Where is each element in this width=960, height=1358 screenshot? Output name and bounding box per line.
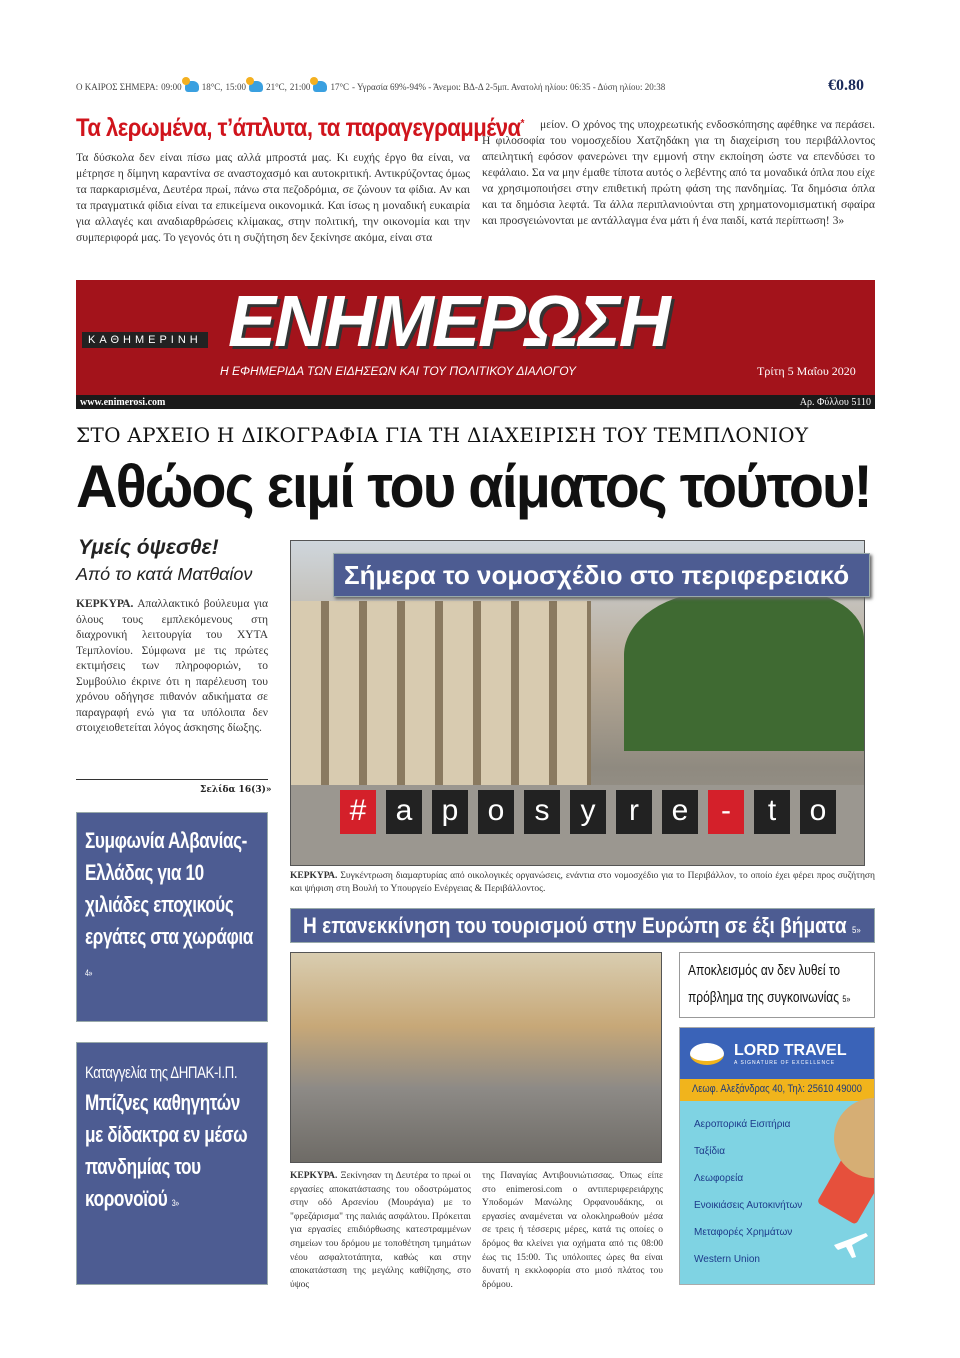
- price: €0.80: [828, 77, 864, 94]
- caption-lead: ΚΕΡΚΥΡΑ.: [290, 871, 338, 881]
- weather-bar: [76, 81, 665, 92]
- editorial-title-text: Τα λερωμένα, τ’άπλυτα, τα παραγεγραμμένα: [76, 114, 521, 142]
- box-title: Συμφωνία Αλβανίας-Ελλάδας για 10 χιλιάδες εποχικούς εργάτες στα χωράφια: [85, 828, 253, 949]
- roadworks-photo: [290, 952, 662, 1163]
- transport-title: Αποκλεισμός αν δεν λυθεί το πρόβλημα της συγκοινωνίας: [688, 962, 841, 1006]
- weather-label: Ο ΚΑΙΡΟΣ ΣΗΜΕΡΑ:: [76, 81, 159, 92]
- lead-headline[interactable]: Αθώος ειμί του αίματος τούτου!: [76, 453, 871, 520]
- protest-sign: r: [616, 790, 652, 834]
- ad-service-item: Ταξίδια: [694, 1146, 726, 1157]
- protest-signs: [340, 790, 836, 834]
- moon-cloud-icon: [313, 81, 327, 92]
- roadworks-text: Ξεκίνησαν τη Δευτέρα το πρωί οι εργασίες αποκατάστασης του οδοστρώματος στην οδό Αρσενίου (Μουράγια) με το "φρεζάρισμα" της παλιάς ασφάλτου. Πρόκειται για εργασίες επιδιόρθωσης κατεστραμμένων σημείων του δρόμου με τοποθέτηση τμημάτων νέου ασφαλτοτάπητα, καθώς και στην αποκατάσταση της μεγάλης καθίζησης, στο ύψος: [290, 1171, 471, 1290]
- ad-slogan: A SIGNATURE OF EXCELLENCE: [734, 1059, 836, 1066]
- issue-number: Αρ. Φύλλου 5110: [799, 396, 871, 408]
- issue-date: Τρίτη 5 Μαΐου 2020: [757, 364, 856, 378]
- page-ref: 3»: [171, 1198, 179, 1208]
- photo-banner[interactable]: [333, 553, 870, 597]
- page-ref: 5»: [842, 994, 851, 1004]
- protest-sign: o: [800, 790, 836, 834]
- page-ref: 4»: [85, 968, 93, 978]
- ad-address: [680, 1079, 874, 1101]
- ad-service-item: Αεροπορικά Εισιτήρια: [694, 1119, 791, 1130]
- partly-sunny-icon: [185, 81, 199, 92]
- lead-kicker: ΣΤΟ ΑΡΧΕΙΟ Η ΔΙΚΟΓΡΑΦΙΑ ΓΙΑ ΤΗ ΔΙΑΧΕΙΡΙΣΗ ΤΟΥ ΤΕΜΠΛΟΝΙΟΥ: [76, 423, 809, 447]
- side-subtitle: Από το κατά Ματθαίον: [76, 564, 253, 584]
- roadworks-col2: της Παναγίας Αντιβουνιώτισσας. Όπως είπε στο enimerosi.com ο αντιπεριφερειάρχης Υποδομών Μανώλης Ορφανουδάκης, οι εργασίες αναμένεται να ολοκληρωθούν μέσα σε τρεις ή τέσσερις μέρες, κατά τις οποίες ο δρόμος θα κλείνει για οχήματα από τις 08:00 έως τις 15:00. Τις υπόλοιπες ώρες θα είναι δυνατή η εκκλοφορία στο μισό πλάτος του δρόμου.: [482, 1171, 663, 1290]
- editorial-body-right: μείον. Ο χρόνος της υποχρεωτικής ενδοσκόπησης αφέθηκε να περάσει. Η φιλοσοφία του νομοσχεδίου Χατζηδάκη για τη διαχείριση του περιβάλλοντος απειλητική εφόσον φανερώνει την εμμονή στην εκποίηση ώστε να επενδύσει το κεφάλαιο. Σα να μην έμαθε τίποτα αυτός ο λεβέντης από τα μοναδικά όπλα που είχε να χρησιμοποιήσει στην επιθετική πρώτη φάση της πανδημίας. Τα δημόσια όπλα και τα δημόσια λεφτά. Τα άλλα περιπλανιούνται στη χρηματονομισματική σφαίρα και προσγειώνονται με αντάλλαγμα ένα μάτι ή ένα παιδί, κατά περίπτωση! 3»: [482, 118, 875, 227]
- weather-time: 21:00: [289, 81, 311, 92]
- roadworks-lead: ΚΕΡΚΥΡΑ.: [290, 1171, 338, 1181]
- editorial-body-left: Τα δύσκολα δεν είναι πίσω μας αλλά μπροστά μας. Κι ευχής έργο θα είναι, να μέτρησε η δίμηνη καραντίνα σε αναστοχασμό και αυτοκριτική. Αντικρύζοντας όμως τα παρκαρισμένα, Δευτέρα πρωί, πάνω στα πεζοδρόμια, σε ζώνουν τα φίδια. Αν και τα πραγματικά φίδια είναι τα επικείμενα οικονομικά. Και ίσως η μοναδική ευκαιρία για αλλαγές και αναδιαρθρώσεις κλίμακας, στην πολιτική, την οικονομία και την συμπεριφορά μας. Το γεγονός ότι η συζήτηση δεν ξεκίνησε ακόμα, είναι στα: [76, 151, 470, 244]
- protest-sign: y: [570, 790, 606, 834]
- transport-story-box[interactable]: [679, 952, 875, 1018]
- masthead-daily: ΚΑΘΗΜΕΡΙΝΗ: [82, 332, 208, 348]
- protest-sign: s: [524, 790, 560, 834]
- ad-service-item: Ενοικιάσεις Αυτοκινήτων: [694, 1200, 803, 1211]
- ad-header: [680, 1028, 874, 1079]
- website-link[interactable]: www.enimerosi.com: [80, 396, 166, 408]
- weather-time: 09:00: [161, 81, 182, 92]
- lord-travel-ad[interactable]: [679, 1027, 875, 1285]
- photo-caption: [290, 870, 875, 896]
- masthead-bar: [76, 395, 875, 409]
- weather-details: - Υγρασία 69%-94% - Άνεμοι: ΒΔ-Δ 2-5μπ. Ανατολή ηλίου: 06:35 - Δύση ηλίου: 20:38: [352, 81, 666, 92]
- weather-temp: 18°C,: [201, 81, 223, 92]
- ad-service-item: Λεωφορεία: [694, 1173, 744, 1184]
- side-body-lead: ΚΕΡΚΥΡΑ.: [76, 598, 134, 610]
- protest-sign: #: [340, 790, 376, 834]
- side-title: Υμείς όψεσθε!: [78, 536, 219, 559]
- ad-brand: LORD TRAVEL: [734, 1041, 847, 1059]
- box-title: Μπίζνες καθηγητών με δίδακτρα εν μέσω πανδημίας του κορονοϊού: [85, 1090, 248, 1211]
- story-box-tutors[interactable]: [76, 1042, 268, 1285]
- globe-logo-icon: [690, 1043, 724, 1065]
- editorial-title: [76, 114, 524, 143]
- side-body-text: Απαλλακτικό βούλευμα για όλους τους εμπλεκόμενους στη διαχρονική λειτουργία του ΧΥΤΑ Τεμπλονίου. Σύμφωνα με τις πρώτες εκτιμήσεις των πληροφοριών, το Συμβούλιο έκρινε ότι η παρέλευση του χρόνου οδήγησε πιθανόν αδικήματα σε παραγραφή ενώ για τα υπόλοιπα δεν στοιχειοθετείται λόγος άσκησης δίωξης.: [76, 598, 268, 734]
- box-kicker: Καταγγελία της ΔΗΠΑΚ-Ι.Π.: [85, 1063, 238, 1082]
- roadworks-col1: [290, 1170, 471, 1292]
- tourism-title: Η επανεκκίνηση του τουρισμού στην Ευρώπη σε έξι βήματα: [303, 913, 847, 938]
- side-page-ref[interactable]: Σελίδα 16(3)»: [200, 785, 272, 795]
- masthead-tagline: Η ΕΦΗΜΕΡΙΔΑ ΤΩΝ ΕΙΔΗΣΕΩΝ ΚΑΙ ΤΟΥ ΠΟΛΙΤΙΚΟΥ ΔΙΑΛΟΓΟΥ: [220, 364, 576, 378]
- protest-sign: -: [708, 790, 744, 834]
- partly-sunny-icon: [249, 81, 263, 92]
- protest-sign: e: [662, 790, 698, 834]
- protest-sign: o: [478, 790, 514, 834]
- protest-sign: p: [432, 790, 468, 834]
- newspaper-logo[interactable]: ΕΝΗΜΕΡΩΣΗ: [228, 282, 669, 362]
- caption-text: Συγκέντρωση διαμαρτυρίας από οικολογικές οργανώσεις, ενάντια στο νομοσχέδιο για το Περιβάλλον, το οποίο έχει φέρει προς συζήτηση και ψήφιση στη Βουλή το Υπουργείο Ενέργειας & Περιβάλλοντος.: [290, 871, 875, 894]
- editorial-mark: *: [520, 117, 524, 130]
- side-body: [76, 597, 268, 737]
- ad-service-item: Μεταφορές Χρημάτων: [694, 1227, 793, 1238]
- weather-time: 15:00: [225, 81, 247, 92]
- tourism-banner[interactable]: [290, 908, 875, 943]
- story-box-agreement[interactable]: [76, 812, 268, 1022]
- weather-temp: 17°C: [330, 81, 350, 92]
- divider: [76, 779, 268, 780]
- ad-service-item: Western Union: [694, 1254, 760, 1265]
- ad-address-text: Λεωφ. Αλεξάνδρας 40, Τηλ: 25610 49000: [692, 1083, 862, 1095]
- page-ref: 5»: [852, 925, 861, 935]
- protest-sign: t: [754, 790, 790, 834]
- photo-banner-text: Σήμερα το νομοσχέδιο στο περιφερειακό: [344, 560, 850, 590]
- protest-sign: a: [386, 790, 422, 834]
- weather-temp: 21°C,: [266, 81, 287, 92]
